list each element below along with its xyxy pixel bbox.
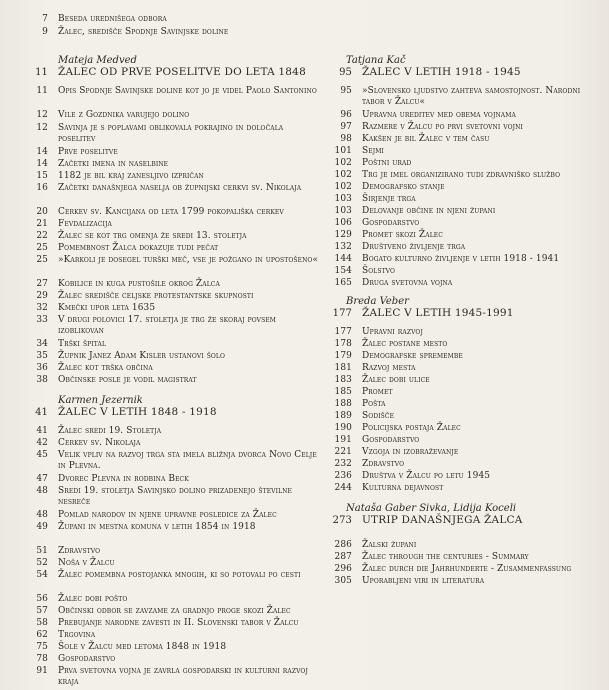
page-number: 91 xyxy=(36,666,48,676)
page-number: 103 xyxy=(334,206,352,216)
entry-title: ŽALEC OD PRVE POSELITVE DO LETA 1848 xyxy=(58,66,306,78)
page-number: 132 xyxy=(334,242,352,252)
page-number: 25 xyxy=(36,243,48,253)
entry-title: Prve poselitve xyxy=(58,147,118,157)
page-number: 48 xyxy=(36,486,48,496)
entry-title: Opis Spodnje Savinjske doline kot jo je videl Paolo Santonino xyxy=(58,86,317,96)
page-number: 42 xyxy=(36,438,48,448)
page-number: 97 xyxy=(340,122,352,132)
entry-title: Razvoj mesta xyxy=(362,363,416,373)
entry-title: Zdravstvo xyxy=(58,546,101,556)
page-number: 11 xyxy=(35,67,48,78)
page-number: 95 xyxy=(340,86,352,96)
entry-title: Trški špital xyxy=(58,339,107,349)
entry-title: ŽALEC V LETIH 1848 - 1918 xyxy=(58,406,217,418)
entry-title: Žalec sredi 19. Stoletja xyxy=(58,426,162,436)
page-number: 188 xyxy=(334,399,352,409)
entry-title: Društva v Žalcu po letu 1945 xyxy=(362,471,491,481)
page-number: 190 xyxy=(334,423,352,433)
entry-title: Uporabljeni viri in literatura xyxy=(362,576,485,586)
section-author: Mateja Medved xyxy=(58,55,137,66)
entry-title: Šole v Žalcu med letoma 1848 in 1918 xyxy=(58,642,227,652)
entry-title: Žalec, središče Spodnje Savinjske doline xyxy=(58,27,229,37)
page-number: 25 xyxy=(36,255,48,265)
entry-title: Upravna ureditev med obema vojnama xyxy=(362,110,516,120)
page-number: 11 xyxy=(36,86,48,96)
entry-title: Žalec through the centuries - Summary xyxy=(362,552,529,562)
entry-title: Žalec središče celjske protestantske skupnosti xyxy=(58,291,254,301)
entry-title: Savinja je s poplavami oblikovala pokrajino in določala poselitev xyxy=(58,123,284,144)
page-number: 62 xyxy=(36,630,48,640)
page-number: 7 xyxy=(42,14,48,24)
page-number: 102 xyxy=(334,170,352,180)
entry-title: Širjenje trga xyxy=(362,194,416,204)
page-number: 27 xyxy=(36,279,48,289)
entry-title: Demografsko stanje xyxy=(362,182,445,192)
entry-title: Žalec pomembna postojanka mnogih, ki so potovali po cesti xyxy=(58,570,301,580)
entry-title: Velik vpliv na razvoj trga sta imela bližnja dvorca Novo Celje in Plevna. xyxy=(58,450,317,471)
entry-title: Pomembnost Žalca dokazuje tudi pečat xyxy=(58,243,219,253)
entry-title: Bogato kulturno življenje v letih 1918 - 1941 xyxy=(362,254,560,264)
entry-title: Promet skozi Žalec xyxy=(362,230,443,240)
page-number: 38 xyxy=(36,375,48,385)
entry-title: Gospodarstvo xyxy=(362,435,420,445)
page-number: 14 xyxy=(36,147,48,157)
page-number: 144 xyxy=(334,254,352,264)
entry-title: Gospodarstvo xyxy=(58,654,116,664)
page-number: 177 xyxy=(334,327,352,337)
entry-title: Žalec dobi pošto xyxy=(58,594,128,604)
entry-title: Dvorec Plevna in rodbina Beck xyxy=(58,474,189,484)
page-number: 22 xyxy=(36,231,48,241)
entry-title: Žalec dobi ulice xyxy=(362,375,430,385)
entry-title: Beseda urednišega odbora xyxy=(58,14,167,24)
entry-title: Prva svetovna vojna je zavrla gospodarski in kulturni razvoj kraja xyxy=(58,666,308,687)
entry-title: »Slovensko ljudstvo zahteva samostojnost. Narodni tabor v Žalcu« xyxy=(362,86,581,107)
page-number: 178 xyxy=(334,339,352,349)
page-number: 78 xyxy=(36,654,48,664)
page-number: 47 xyxy=(36,474,48,484)
page-number: 189 xyxy=(334,411,352,421)
entry-title: Pošta xyxy=(362,399,386,409)
page-number: 102 xyxy=(334,158,352,168)
page-number: 95 xyxy=(339,67,352,78)
page-number: 154 xyxy=(334,266,352,276)
entry-title: Demografske spremembe xyxy=(362,351,463,361)
page-number: 191 xyxy=(334,435,352,445)
entry-title: Vile z Gozdnika varujejo dolino xyxy=(58,110,190,120)
page-number: 52 xyxy=(36,558,48,568)
page-number: 179 xyxy=(334,351,352,361)
page-number: 286 xyxy=(334,540,352,550)
page-number: 56 xyxy=(36,594,48,604)
entry-title: Poštni urad xyxy=(362,158,412,168)
page-number: 58 xyxy=(36,618,48,628)
page-number: 20 xyxy=(36,207,48,217)
page-number: 177 xyxy=(332,308,352,319)
page-number: 101 xyxy=(334,146,352,156)
page-number: 305 xyxy=(334,576,352,586)
entry-title: »Karkoli je dosegel turški meč, vse je požgano in upostošeno« xyxy=(58,255,319,265)
page-number: 183 xyxy=(334,375,352,385)
page-number: 41 xyxy=(36,426,48,436)
page-number: 75 xyxy=(36,642,48,652)
page-number: 244 xyxy=(334,483,352,493)
page-number: 57 xyxy=(36,606,48,616)
page-number: 165 xyxy=(334,278,352,288)
page-number: 32 xyxy=(36,303,48,313)
page-number: 287 xyxy=(334,552,352,562)
entry-title: Druga svetovna vojna xyxy=(362,278,453,288)
page-number: 103 xyxy=(334,194,352,204)
page-number: 33 xyxy=(36,315,48,325)
entry-title: V drugi polovici 17. stoletja je trg že skoraj povsem izoblikovan xyxy=(58,315,277,336)
section-author: Nataša Gaber Sivka, Lidija Koceli xyxy=(346,503,517,514)
entry-title: ŽALEC V LETIH 1918 - 1945 xyxy=(362,66,521,78)
page-number: 21 xyxy=(36,219,48,229)
page-number: 98 xyxy=(340,134,352,144)
page-number: 273 xyxy=(332,515,352,526)
entry-title: ŽALEC V LETIH 1945-1991 xyxy=(362,307,514,319)
entry-title: Žalec durch die Jahrhunderte - Zusammenfassung xyxy=(362,564,572,574)
page-number: 41 xyxy=(35,407,48,418)
page-number: 54 xyxy=(36,570,48,580)
entry-title: Noša v Žalcu xyxy=(58,558,115,568)
section-author: Breda Veber xyxy=(346,296,409,307)
page-number: 35 xyxy=(36,351,48,361)
entry-title: Žalski župani xyxy=(362,540,417,550)
entry-title: Žalec se kot trg omenja že sredi 13. stoletja xyxy=(58,231,247,241)
page-number: 36 xyxy=(36,363,48,373)
page-number: 296 xyxy=(334,564,352,574)
page-number: 236 xyxy=(334,471,352,481)
page-number: 29 xyxy=(36,291,48,301)
page-number: 106 xyxy=(334,218,352,228)
page-number: 51 xyxy=(36,546,48,556)
section-author: Karmen Jezernik xyxy=(58,395,143,406)
page-number: 48 xyxy=(36,510,48,520)
entry-title: Žalec kot trška občina xyxy=(58,363,153,373)
entry-title: Fevdalizacija xyxy=(58,219,112,229)
page-number: 102 xyxy=(334,182,352,192)
page-number: 49 xyxy=(36,522,48,532)
entry-title: Delovanje občine in njeni župani xyxy=(362,206,496,216)
page-number: 96 xyxy=(340,110,352,120)
entry-title: Sejmi xyxy=(362,146,384,156)
page-number: 14 xyxy=(36,159,48,169)
page-number: 12 xyxy=(36,110,48,120)
entry-title: Cerkev sv. Kancijana od leta 1799 pokopališka cerkev xyxy=(58,207,284,217)
entry-title: Zdravstvo xyxy=(362,459,405,469)
entry-title: Župani in mestna komuna v letih 1854 in 1918 xyxy=(58,522,256,532)
entry-title: Kakšen je bil Žalec v tem času xyxy=(362,134,490,144)
page-number: 181 xyxy=(334,363,352,373)
entry-title: Cerkev sv. Nikolaja xyxy=(58,438,141,448)
page-number: 129 xyxy=(334,230,352,240)
entry-title: Občinske posle je vodil magistrat xyxy=(58,375,197,385)
entry-title: Kmečki upor leta 1635 xyxy=(58,303,156,313)
page-number: 15 xyxy=(36,171,48,181)
page-number: 221 xyxy=(334,447,352,457)
entry-title: Upravni razvoj xyxy=(362,327,423,337)
entry-title: Kobilice in kuga pustošile okrog Žalca xyxy=(58,279,220,289)
page-number: 185 xyxy=(334,387,352,397)
entry-title: Začetki imena in naselbine xyxy=(58,159,169,169)
entry-title: UTRIP DANAŠNJEGA ŽALCA xyxy=(362,514,523,526)
section-author: Tatjana Kač xyxy=(346,55,406,66)
page-number: 232 xyxy=(334,459,352,469)
entry-title: Društveno življenje trga xyxy=(362,242,466,252)
entry-title: Kulturna dejavnost xyxy=(362,483,444,493)
page-number: 12 xyxy=(36,123,48,133)
entry-title: Vzgoja in izobraževanje xyxy=(362,447,459,457)
entry-title: Prebujanje narodne zavesti in II. Slovenski tabor v Žalcu xyxy=(58,618,299,628)
entry-title: Razmere v Žalcu po prvi svetovni vojni xyxy=(362,122,523,132)
entry-title: Trg je imel organizirano tudi zdravniško službo xyxy=(362,170,561,180)
page-number: 45 xyxy=(36,450,48,460)
entry-title: Gospodarstvo xyxy=(362,218,420,228)
entry-title: Šolstvo xyxy=(362,266,396,276)
page-number: 9 xyxy=(42,27,48,37)
entry-title: Promet xyxy=(362,387,393,397)
entry-title: Župnik Janez Adam Kisler ustanovi šolo xyxy=(58,351,226,361)
entry-title: Sodišče xyxy=(362,411,395,421)
page-number: 16 xyxy=(36,183,48,193)
entry-title: 1182 je bil kraj zanesljivo izpričan xyxy=(58,171,204,181)
entry-title: Policijska postaja Žalec xyxy=(362,423,461,433)
entry-title: Pomlad narodov in njene upravne posledice za Žalec xyxy=(58,510,277,520)
entry-title: Začetki današnjega naselja ob župnijski cerkvi sv. Nikolaja xyxy=(58,183,302,193)
entry-title: Občinski odbor se zavzame za gradnjo proge skozi Žalec xyxy=(58,606,291,616)
entry-title: Sredi 19. stoletja Savinjsko dolino prizadenejo številne nesreče xyxy=(58,486,292,507)
entry-title: Trgovina xyxy=(58,630,96,640)
entry-title: Žalec postane mesto xyxy=(362,339,448,349)
page-number: 34 xyxy=(36,339,48,349)
